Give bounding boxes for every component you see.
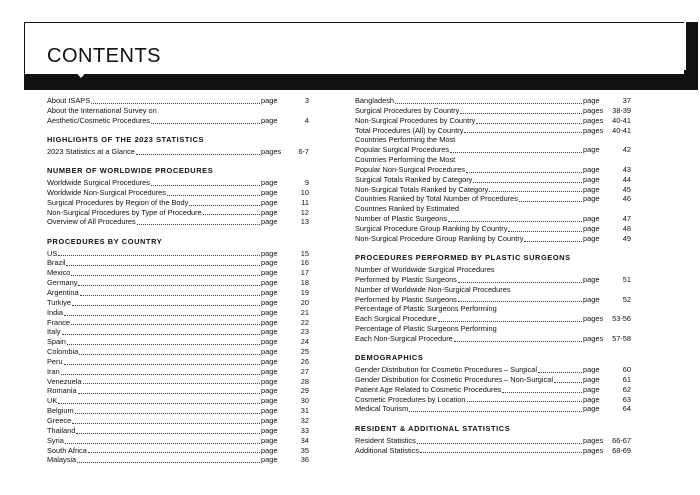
- page-word: pages: [583, 435, 604, 445]
- toc-entry-line: [355, 324, 631, 334]
- toc-column-left: [47, 96, 309, 465]
- toc-entry[interactable]: [47, 436, 309, 446]
- dot-leader: [409, 411, 582, 412]
- toc-entry[interactable]: [47, 367, 309, 377]
- page-word: page: [261, 187, 278, 197]
- dot-leader: [64, 364, 260, 365]
- toc-entry[interactable]: [47, 318, 309, 328]
- toc-entry-label: Aesthetic/Cosmetic Procedures: [47, 115, 151, 125]
- page-word: page: [261, 396, 278, 406]
- page-word: pages: [583, 105, 604, 115]
- dot-leader: [460, 113, 582, 114]
- dot-leader: [464, 132, 582, 133]
- toc-entry[interactable]: [355, 365, 631, 375]
- page-word: pages: [583, 333, 604, 343]
- dot-leader: [189, 205, 260, 206]
- toc-entry-label: Malaysia: [47, 455, 77, 465]
- toc-entry-label: Each Non-Surgical Procedure: [355, 333, 453, 343]
- toc-entry-label: Performed by Plastic Surgeons: [355, 294, 457, 304]
- toc-entry[interactable]: [47, 308, 309, 318]
- page-word: page: [261, 217, 278, 227]
- dot-leader: [88, 452, 260, 453]
- toc-entry-line: [355, 204, 631, 214]
- toc-entry[interactable]: [47, 357, 309, 367]
- toc-entry-label: Resident Statistics: [355, 435, 416, 445]
- page-word: pages: [583, 115, 604, 125]
- page-word: page: [261, 258, 278, 268]
- header-band-right: [686, 22, 698, 90]
- page-word: pages: [583, 125, 604, 135]
- toc-entry[interactable]: [47, 258, 309, 268]
- page-number: 15: [300, 248, 309, 258]
- toc-column-right: [355, 96, 631, 455]
- page-number: 38-39: [612, 105, 631, 115]
- toc-entry[interactable]: [47, 347, 309, 357]
- dot-leader: [476, 123, 582, 124]
- toc-entry[interactable]: [355, 165, 631, 175]
- page-title: CONTENTS: [47, 45, 161, 67]
- page-word: page: [583, 374, 600, 384]
- page-number: 68-69: [612, 445, 631, 455]
- toc-entry-label: Colombia: [47, 347, 79, 357]
- toc-entry-label: Non-Surgical Procedure Group Ranking by Country: [355, 233, 524, 243]
- toc-entry-label: Number of Worldwide Surgical Procedures: [355, 265, 495, 274]
- toc-entry-label: Performed by Plastic Surgeons: [355, 274, 457, 284]
- dot-leader: [61, 374, 260, 375]
- dot-leader: [64, 315, 260, 316]
- toc-entry[interactable]: [47, 426, 309, 436]
- dot-leader: [466, 172, 582, 173]
- toc-entry-label: South Africa: [47, 445, 87, 455]
- header-notch: [74, 70, 88, 78]
- dot-leader: [524, 241, 582, 242]
- toc-entry-label: Germany: [47, 278, 78, 288]
- toc-entry-label: UK: [47, 396, 58, 406]
- page-word: page: [261, 178, 278, 188]
- page-word: page: [261, 288, 278, 297]
- page-number: 20: [300, 297, 309, 307]
- page-word: page: [583, 96, 600, 105]
- toc-entry[interactable]: [47, 147, 309, 157]
- page-word: page: [583, 233, 600, 243]
- toc-entry[interactable]: [355, 116, 631, 126]
- page-word: page: [261, 307, 278, 317]
- toc-entry[interactable]: [47, 249, 309, 259]
- page-word: page: [583, 194, 600, 204]
- toc-entry[interactable]: [47, 386, 309, 396]
- dot-leader: [519, 201, 582, 202]
- toc-entry[interactable]: [47, 268, 309, 278]
- toc-entry[interactable]: [355, 234, 631, 244]
- page-word: page: [261, 425, 278, 435]
- page-number: 60: [622, 365, 631, 375]
- toc-entry-line: [355, 135, 631, 145]
- page-number: 17: [300, 268, 309, 278]
- dot-leader: [62, 334, 260, 335]
- page-word: page: [583, 214, 600, 224]
- page-word: page: [583, 365, 600, 375]
- page-word: page: [583, 174, 600, 184]
- page-word: page: [583, 294, 600, 304]
- dot-leader: [58, 403, 260, 404]
- page-word: page: [261, 415, 278, 425]
- page-number: 43: [622, 164, 631, 174]
- page-number: 29: [300, 386, 309, 396]
- page-number: 13: [300, 217, 309, 227]
- toc-entry-label: Gender Distribution for Cosmetic Procedures – Surgical: [355, 365, 537, 375]
- page-word: page: [583, 404, 600, 414]
- toc-entry-label: India: [47, 307, 64, 317]
- page-number: 27: [300, 366, 309, 376]
- page-word: page: [261, 337, 278, 347]
- toc-entry-label: Popular Non-Surgical Procedures: [355, 164, 466, 174]
- toc-entry[interactable]: [355, 404, 631, 414]
- section-heading: DEMOGRAPHICS: [355, 353, 424, 363]
- page-number: 10: [300, 187, 309, 197]
- dot-leader: [203, 214, 260, 215]
- toc-entry[interactable]: [355, 295, 631, 305]
- page-number: 52: [622, 294, 631, 304]
- toc-entry-label: Mexico: [47, 268, 71, 278]
- toc-entry-line: [355, 155, 631, 165]
- page-number: 42: [622, 145, 631, 155]
- toc-entry[interactable]: [47, 377, 309, 387]
- page-number: 31: [300, 406, 309, 416]
- page-word: page: [261, 356, 278, 366]
- dot-leader: [554, 382, 582, 383]
- page-number: 19: [300, 288, 309, 297]
- toc-entry-label: Number of Plastic Surgeons: [355, 214, 448, 224]
- toc-entry-label: Additional Statistics: [355, 445, 420, 455]
- toc-entry-label: About ISAPS: [47, 96, 91, 105]
- page-word: page: [261, 96, 278, 105]
- toc-entry-label: Bangladesh: [355, 96, 395, 105]
- toc-entry-label: Medical Tourism: [355, 404, 409, 414]
- page-number: 22: [300, 317, 309, 327]
- toc-entry-label: Total Procedures (All) by Country: [355, 125, 464, 135]
- toc-entry-label: Worldwide Non-Surgical Procedures: [47, 187, 166, 197]
- page-word: page: [261, 327, 278, 337]
- section-heading: HIGHLIGHTS OF THE 2023 STATISTICS: [47, 135, 205, 145]
- page-number: 18: [300, 278, 309, 288]
- toc-entry[interactable]: [47, 416, 309, 426]
- toc-entry[interactable]: [355, 106, 631, 116]
- toc-entry-label: Surgical Procedure Group Ranking by Country: [355, 223, 508, 233]
- toc-entry-label: Surgical Procedures by Region of the Body: [47, 197, 189, 207]
- toc-entry[interactable]: [47, 116, 309, 126]
- toc-entry-label: Spain: [47, 337, 66, 347]
- page-number: 26: [300, 356, 309, 366]
- toc-entry[interactable]: [355, 275, 631, 285]
- page-word: page: [261, 115, 278, 125]
- toc-entry[interactable]: [355, 175, 631, 185]
- dot-leader: [467, 401, 582, 402]
- page-number: 9: [304, 178, 309, 188]
- dot-leader: [502, 392, 582, 393]
- page-header: [24, 22, 684, 74]
- section-heading: PROCEDURES PERFORMED BY PLASTIC SURGEONS: [355, 253, 571, 263]
- toc-entry-label: Number of Worldwide Non-Surgical Procedures: [355, 284, 511, 294]
- page-number: 3: [304, 96, 309, 105]
- dot-leader: [538, 372, 582, 373]
- section-heading: RESIDENT & ADDITIONAL STATISTICS: [355, 423, 511, 433]
- toc-entry[interactable]: [47, 188, 309, 198]
- page-number: 57-58: [612, 333, 631, 343]
- dot-leader: [473, 182, 582, 183]
- toc-entry[interactable]: [355, 194, 631, 204]
- toc-entry-label: US: [47, 248, 58, 258]
- page-word: page: [261, 297, 278, 307]
- dot-leader: [83, 383, 260, 384]
- toc-entry[interactable]: [47, 198, 309, 208]
- toc-entry-label: Countries Performing the Most: [355, 135, 456, 145]
- page-word: page: [261, 207, 278, 217]
- section-heading: PROCEDURES BY COUNTRY: [47, 236, 163, 246]
- toc-entry-label: Brazil: [47, 258, 66, 268]
- page-number: 45: [622, 184, 631, 194]
- toc-entry[interactable]: [355, 126, 631, 136]
- page-number: 63: [622, 394, 631, 404]
- page-word: page: [583, 145, 600, 155]
- toc-entry-line: [355, 285, 631, 295]
- dot-leader: [454, 341, 582, 342]
- page-number: 37: [622, 96, 631, 105]
- dot-leader: [448, 221, 582, 222]
- dot-leader: [65, 443, 260, 444]
- toc-entry[interactable]: [355, 145, 631, 155]
- toc-entry[interactable]: [47, 327, 309, 337]
- page-number: 40-41: [612, 115, 631, 125]
- page-number: 4: [304, 115, 309, 125]
- page-word: page: [261, 406, 278, 416]
- dot-leader: [137, 224, 260, 225]
- toc-entry[interactable]: [355, 395, 631, 405]
- toc-entry-label: About the International Survey on: [47, 105, 157, 115]
- toc-entry[interactable]: [47, 278, 309, 288]
- page-number: 11: [301, 197, 309, 207]
- page-number: 47: [622, 214, 631, 224]
- dot-leader: [151, 123, 260, 124]
- toc-entry[interactable]: [47, 396, 309, 406]
- page-number: 32: [300, 415, 309, 425]
- dot-leader: [136, 154, 260, 155]
- dot-leader: [66, 265, 260, 266]
- toc-entry-label: Countries Performing the Most: [355, 155, 456, 165]
- toc-entry[interactable]: [355, 224, 631, 234]
- dot-leader: [450, 152, 582, 153]
- dot-leader: [438, 321, 582, 322]
- page-number: 33: [300, 425, 309, 435]
- page-word: page: [583, 384, 600, 394]
- toc-entry-label: Each Surgical Procedure: [355, 314, 437, 324]
- toc-entry-label: Cosmetic Procedures by Location: [355, 394, 466, 404]
- dot-leader: [72, 423, 260, 424]
- toc-entry-label: Overview of All Procedures: [47, 217, 136, 227]
- dot-leader: [417, 443, 582, 444]
- page-number: 49: [622, 233, 631, 243]
- dot-leader: [71, 275, 260, 276]
- toc-entry[interactable]: [355, 185, 631, 195]
- toc-entry-label: Venezuela: [47, 376, 82, 386]
- toc-entry-label: Greece: [47, 415, 72, 425]
- section-heading: NUMBER OF WORLDWIDE PROCEDURES: [47, 166, 214, 176]
- toc-entry-label: Italy: [47, 327, 61, 337]
- page-number: 30: [300, 396, 309, 406]
- toc-entry[interactable]: [47, 217, 309, 227]
- dot-leader: [458, 301, 582, 302]
- toc-entry[interactable]: [355, 385, 631, 395]
- page-number: 66-67: [612, 435, 631, 445]
- dot-leader: [76, 433, 260, 434]
- toc-entry-label: Non-Surgical Procedures by Type of Procedure: [47, 207, 202, 217]
- toc-entry[interactable]: [47, 96, 309, 106]
- dot-leader: [395, 103, 582, 104]
- toc-entry[interactable]: [47, 337, 309, 347]
- page-number: 28: [300, 376, 309, 386]
- page-word: page: [261, 366, 278, 376]
- toc-entry-label: Percentage of Plastic Surgeons Performing: [355, 324, 497, 334]
- page-word: page: [583, 164, 600, 174]
- toc-entry[interactable]: [47, 406, 309, 416]
- toc-entry-label: 2023 Statistics at a Glance: [47, 146, 135, 156]
- toc-entry[interactable]: [355, 334, 631, 344]
- page-number: 23: [300, 327, 309, 337]
- toc-entry[interactable]: [355, 96, 631, 106]
- page-word: page: [583, 394, 600, 404]
- toc-entry-label: Patient Age Related to Cosmetic Procedures: [355, 384, 502, 394]
- page-word: page: [261, 386, 278, 396]
- page-word: page: [261, 455, 278, 465]
- page-number: 46: [622, 194, 631, 204]
- dot-leader: [75, 413, 260, 414]
- dot-leader: [458, 282, 582, 283]
- page-word: page: [583, 274, 600, 284]
- dot-leader: [489, 191, 582, 192]
- page-number: 40-41: [612, 125, 631, 135]
- dot-leader: [78, 393, 260, 394]
- page-number: 53-56: [612, 314, 631, 324]
- page-number: 36: [300, 455, 309, 465]
- toc-entry-label: Turkiye: [47, 297, 71, 307]
- dot-leader: [167, 195, 260, 196]
- toc-entry[interactable]: [47, 455, 309, 465]
- dot-leader: [77, 462, 260, 463]
- toc-entry-label: Non-Surgical Totals Ranked by Category: [355, 184, 489, 194]
- toc-entry-label: Percentage of Plastic Surgeons Performing: [355, 304, 497, 314]
- page-number: 12: [300, 207, 309, 217]
- page-number: 6-7: [298, 146, 309, 156]
- page-number: 61: [622, 374, 631, 384]
- page-number: 35: [300, 445, 309, 455]
- page-number: 21: [300, 307, 309, 317]
- toc-entry-label: Iran: [47, 366, 60, 376]
- toc-entry[interactable]: [47, 446, 309, 456]
- dot-leader: [508, 231, 582, 232]
- dot-leader: [151, 185, 260, 186]
- page-number: 34: [300, 435, 309, 445]
- dot-leader: [67, 344, 260, 345]
- toc-entry-label: Romania: [47, 386, 77, 396]
- dot-leader: [79, 354, 260, 355]
- toc-entry-line: [47, 106, 309, 116]
- toc-entry-label: Surgical Procedures by Country: [355, 105, 460, 115]
- page-word: pages: [261, 146, 282, 156]
- page-word: page: [261, 435, 278, 445]
- page-word: page: [583, 184, 600, 194]
- page-number: 51: [622, 274, 631, 284]
- toc-entry-label: Worldwide Surgical Procedures: [47, 178, 150, 188]
- dot-leader: [420, 452, 582, 453]
- toc-entry-label: Countries Ranked by Total Number of Procedures: [355, 194, 518, 204]
- toc-entry[interactable]: [47, 178, 309, 188]
- page-number: 25: [300, 347, 309, 357]
- toc-entry-line: [355, 265, 631, 275]
- toc-entry[interactable]: [47, 288, 309, 298]
- toc-entry-label: Gender Distribution for Cosmetic Procedures – Non-Surgical: [355, 374, 553, 384]
- toc-entry-label: Syria: [47, 435, 64, 445]
- page-word: page: [583, 223, 600, 233]
- toc-entry-label: Thailand: [47, 425, 76, 435]
- page-word: pages: [583, 445, 604, 455]
- dot-leader: [78, 285, 260, 286]
- page-number: 16: [300, 258, 309, 268]
- dot-leader: [58, 255, 260, 256]
- page-word: page: [261, 248, 278, 258]
- page-word: page: [261, 197, 278, 207]
- toc-entry[interactable]: [355, 314, 631, 324]
- page-word: page: [261, 376, 278, 386]
- toc-entry[interactable]: [47, 208, 309, 218]
- toc-entry[interactable]: [355, 375, 631, 385]
- dot-leader: [72, 305, 260, 306]
- toc-entry[interactable]: [355, 214, 631, 224]
- page-word: page: [261, 268, 278, 278]
- page-word: page: [261, 278, 278, 288]
- toc-entry-label: Surgical Totals Ranked by Category: [355, 174, 473, 184]
- page-number: 64: [622, 404, 631, 414]
- toc-entry-line: [355, 304, 631, 314]
- toc-entry-label: Countries Ranked by Estimated: [355, 204, 459, 214]
- toc-entry[interactable]: [355, 446, 631, 456]
- page-number: 62: [622, 384, 631, 394]
- toc-entry-label: France: [47, 317, 71, 327]
- dot-leader: [71, 324, 260, 325]
- page-number: 48: [622, 223, 631, 233]
- toc-entry-label: Popular Surgical Procedures: [355, 145, 450, 155]
- toc-entry-label: Peru: [47, 356, 63, 366]
- dot-leader: [80, 295, 260, 296]
- toc-entry-label: Argentina: [47, 288, 79, 297]
- toc-entry-label: Non-Surgical Procedures by Country: [355, 115, 476, 125]
- toc-entry[interactable]: [47, 298, 309, 308]
- dot-leader: [91, 103, 260, 104]
- page-word: page: [261, 317, 278, 327]
- page-number: 44: [622, 174, 631, 184]
- page-number: 24: [300, 337, 309, 347]
- page-word: page: [261, 445, 278, 455]
- page-word: page: [261, 347, 278, 357]
- page-word: pages: [583, 314, 604, 324]
- toc-entry[interactable]: [355, 436, 631, 446]
- toc-entry-label: Belgium: [47, 406, 74, 416]
